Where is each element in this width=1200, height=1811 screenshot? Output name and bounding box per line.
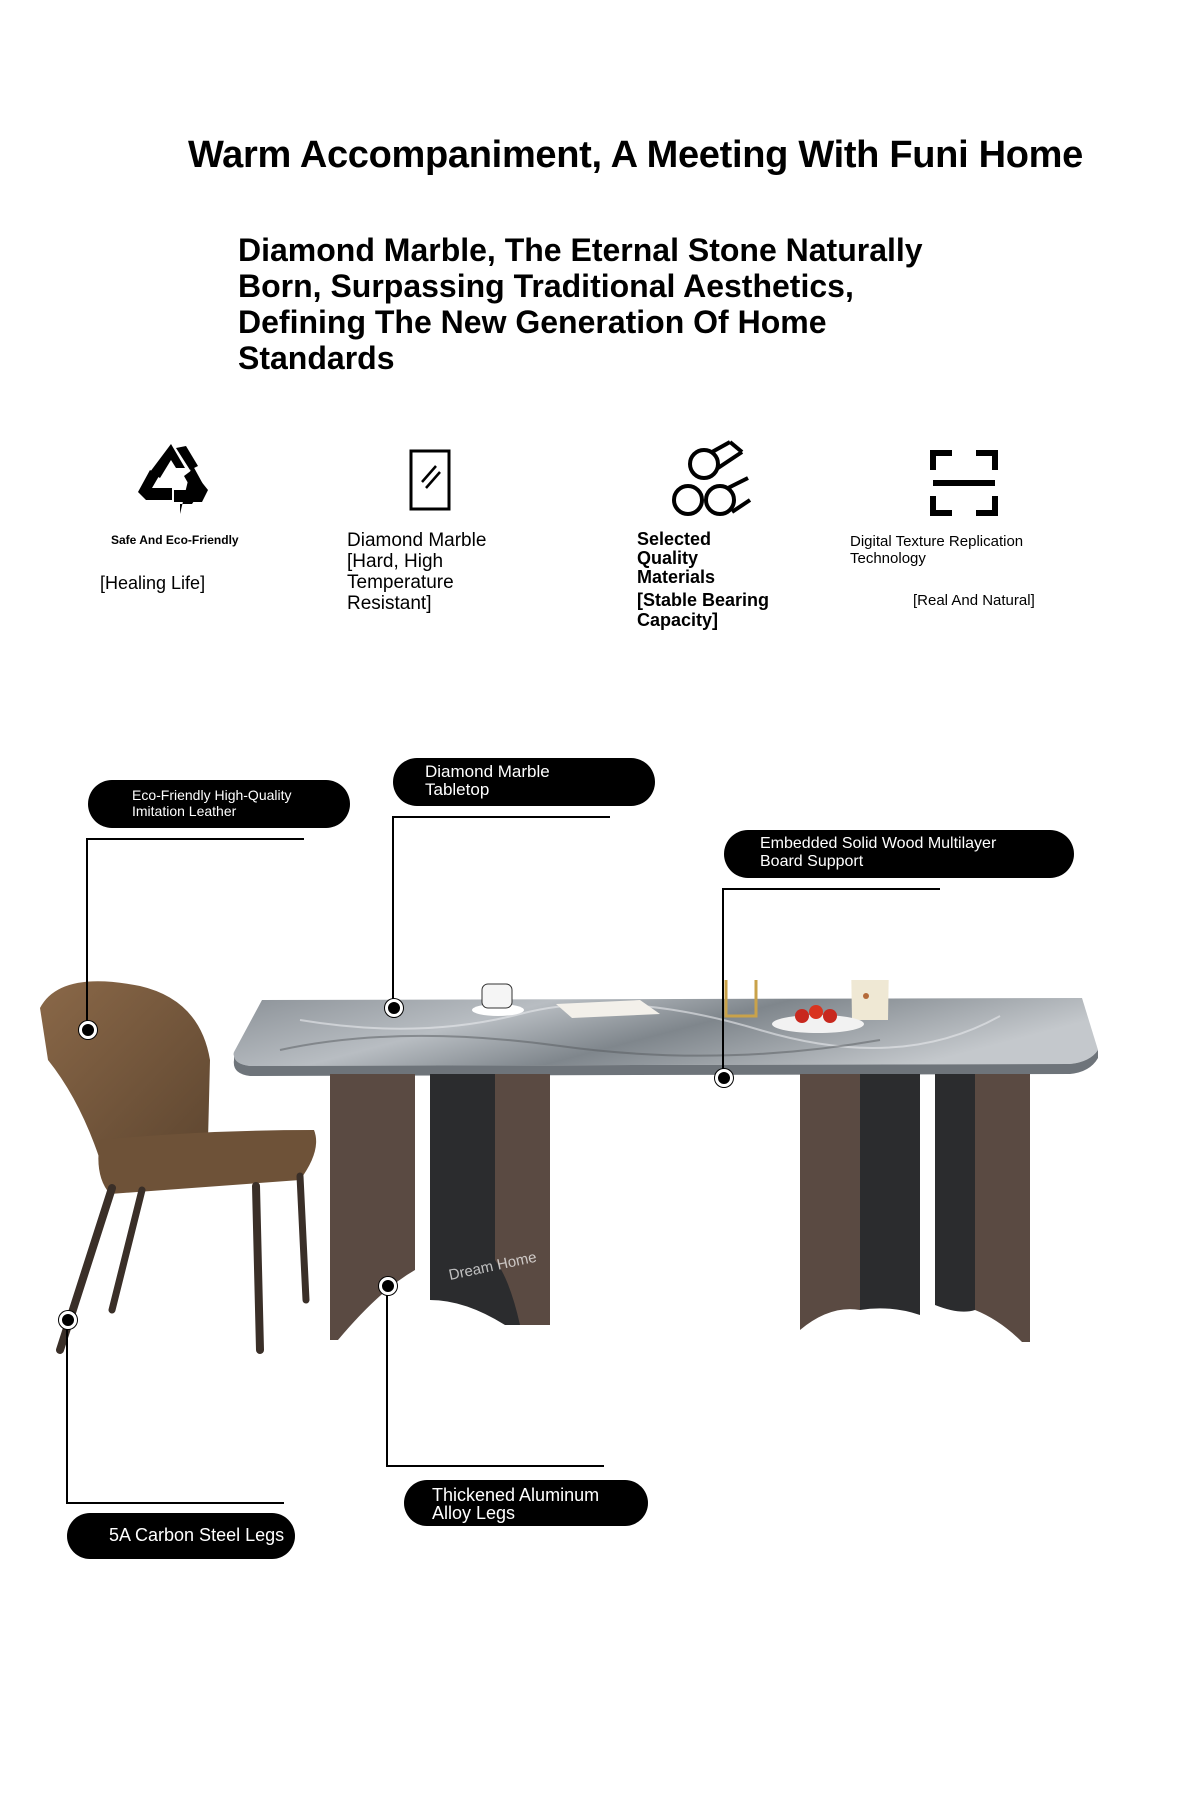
recycle-icon [130,440,212,522]
feature-3-subtitle: [Stable Bearing Capacity] [637,590,770,630]
callout-carbon-legs [67,1513,295,1559]
glass-panel-icon [408,448,452,512]
leader-aluminum-v [386,1284,388,1466]
page-subtitle: Diamond Marble, The Eternal Stone Naturally Born, Surpassing Traditional Aesthetics, Defining The New Generation Of Home Standards [238,232,923,376]
leader-tabletop-v [392,816,394,1006]
page-title: Warm Accompaniment, A Meeting With Funi Home [188,134,1083,176]
hotspot-carbon-legs [59,1311,77,1329]
product-scene [0,980,1200,1480]
hotspot-leather [79,1021,97,1039]
callout-tabletop [393,758,655,806]
feature-2-title: Diamond Marble [347,530,487,551]
callout-carbon-legs-label: 5A Carbon Steel Legs [109,1525,285,1545]
feature-3-title: Selected Quality Materials [637,529,716,587]
callout-aluminum-legs-label: Thickened Aluminum Alloy Legs [432,1485,600,1523]
feature-2-subtitle: [Hard, High Temperature Resistant] [347,551,454,614]
hotspot-board [715,1069,733,1087]
callout-tabletop-label: Diamond Marble Tabletop [425,762,550,799]
leader-tabletop-h [392,816,610,818]
leader-carbon-v [66,1318,68,1504]
hotspot-tabletop [385,999,403,1017]
callout-leather-label: Eco-Friendly High-Quality Imitation Leather [132,787,292,819]
scan-frame-icon [930,450,998,516]
feature-4-title: Digital Texture Replication Technology [850,533,1024,567]
feature-1-title: Safe And Eco-Friendly [111,533,239,547]
feature-4-subtitle: [Real And Natural] [913,592,1035,609]
leader-carbon-h [66,1502,284,1504]
logs-icon [668,438,752,522]
leader-leather-v [86,838,88,1028]
watermark-text: Dream Home [447,1248,539,1284]
leader-aluminum-h [386,1465,604,1467]
hotspot-aluminum-legs [379,1277,397,1295]
leader-board-v [722,888,724,1076]
callout-aluminum-legs [404,1480,648,1526]
callout-leather [88,780,350,828]
leader-board-h [722,888,940,890]
feature-1-subtitle: [Healing Life] [100,573,206,593]
callout-board-label: Embedded Solid Wood Multilayer Board Support [760,835,997,870]
leader-leather-h [86,838,304,840]
callout-board [724,830,1074,878]
